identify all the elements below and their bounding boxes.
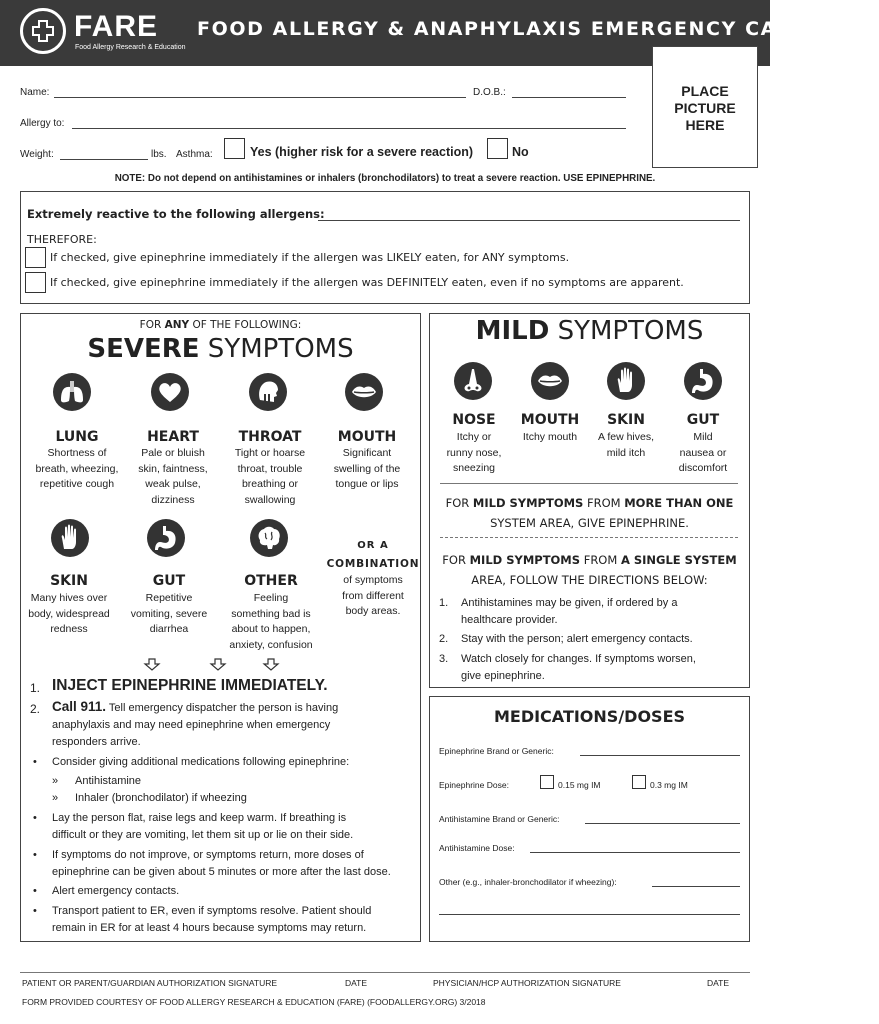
bullet-dot: • <box>33 885 37 897</box>
step2-num: 2. <box>30 702 41 716</box>
stomach-icon <box>146 518 186 563</box>
dose-03-checkbox[interactable] <box>632 775 646 789</box>
bullet-text: Alert emergency contacts. <box>52 885 180 897</box>
physician-signature-line[interactable] <box>429 972 750 973</box>
dose-03-label: 0.3 mg IM <box>650 780 688 790</box>
other-desc: Feeling something bad is about to happen, anxiety, confusion <box>229 592 313 651</box>
patient-signature-label: PATIENT OR PARENT/GUARDIAN AUTHORIZATION SIGNATURE <box>22 978 278 988</box>
nose-label: NOSE <box>452 412 496 428</box>
brain-icon <box>249 518 289 563</box>
patient-signature-line[interactable] <box>20 972 441 973</box>
courtesy-note: FORM PROVIDED COURTESY OF FOOD ALLERGY RESEARCH & EDUCATION (FARE) (FOODALLERGY.ORG) 3/2018 <box>22 997 486 1007</box>
mild-title: MILD SYMPTOMS <box>475 316 704 346</box>
antihistamine-brand-label: Antihistamine Brand or Generic: <box>439 814 560 824</box>
fare-logo-icon <box>20 8 66 54</box>
likely-eaten-checkbox[interactable] <box>25 247 46 268</box>
photo-placeholder[interactable] <box>652 46 758 168</box>
mild-step-num: 1. <box>439 597 449 609</box>
epi-dose-label: Epinephrine Dose: <box>439 780 509 790</box>
bullet-text: Transport patient to ER, even if symptoms resolve. Patient should remain in ER for at least 4 hours because symptoms may return. <box>52 905 372 934</box>
dob-field[interactable] <box>512 97 626 98</box>
hand-icon <box>50 518 90 563</box>
severe-title: SEVERE SYMPTOMS <box>87 334 354 364</box>
mild-skin-desc: A few hives, mild itch <box>597 431 655 459</box>
other-med-field-2[interactable] <box>439 914 740 915</box>
name-label: Name: <box>20 87 50 98</box>
gut-desc: Repetitive vomiting, severe diarrhea <box>130 592 208 635</box>
other-med-field[interactable] <box>652 886 740 887</box>
weight-label: Weight: <box>20 149 54 160</box>
step2-text-cont: anaphylaxis and may need epinephrine when emergency responders arrive. <box>52 719 331 748</box>
sub-bullet-mark: » <box>52 775 59 787</box>
other-label: OTHER <box>244 573 298 589</box>
weight-field[interactable] <box>60 159 148 160</box>
asthma-no-checkbox[interactable] <box>487 138 508 159</box>
mouth-desc: Significant swelling of the tongue or lips <box>333 447 401 490</box>
mild-skin-label: SKIN <box>607 412 645 428</box>
sub-bullet-mark: » <box>52 792 59 804</box>
divider <box>440 483 738 484</box>
antihistamine-dose-label: Antihistamine Dose: <box>439 843 515 853</box>
heart-label: HEART <box>147 429 199 445</box>
lung-icon <box>52 372 92 417</box>
mild-step-text: Stay with the person; alert emergency contacts. <box>461 633 693 645</box>
stomach-icon <box>683 361 723 406</box>
note-text: NOTE: Do not depend on antihistamines or inhalers (bronchodilators) to treat a severe reaction. USE EPINEPHRINE. <box>114 173 656 184</box>
skin-desc: Many hives over body, widespread redness <box>28 592 110 635</box>
name-field[interactable] <box>54 97 466 98</box>
down-arrow-icon <box>209 658 227 676</box>
mild-mouth-label: MOUTH <box>520 412 580 428</box>
sub-bullet-text: Inhaler (bronchodilator) if wheezing <box>75 792 247 804</box>
antihistamine-dose-field[interactable] <box>530 852 740 853</box>
asthma-label: Asthma: <box>176 149 213 160</box>
mild-step-num: 2. <box>439 633 449 645</box>
step1-num: 1. <box>30 681 41 695</box>
skin-label: SKIN <box>50 573 88 589</box>
dose-015-label: 0.15 mg IM <box>558 780 601 790</box>
mouth-icon <box>344 372 384 417</box>
antihistamine-brand-field[interactable] <box>585 823 740 824</box>
nose-desc: Itchy or runny nose, sneezing <box>446 431 502 474</box>
nose-icon <box>453 361 493 406</box>
for-any-label: FOR ANY OF THE FOLLOWING: <box>139 319 302 331</box>
mild-mouth-desc: Itchy mouth <box>522 431 578 443</box>
down-arrow-icon <box>143 658 161 676</box>
mild-gut-label: GUT <box>686 412 720 428</box>
down-arrow-icon <box>262 658 280 676</box>
divider <box>440 537 738 538</box>
bullet-text: If symptoms do not improve, or symptoms return, more doses of epinephrine can be given about 5 minutes or more after the last dose. <box>52 849 391 878</box>
sub-bullet-text: Antihistamine <box>75 775 142 787</box>
dose-015-checkbox[interactable] <box>540 775 554 789</box>
likely-eaten-label: If checked, give epinephrine immediately if the allergen was LIKELY eaten, for ANY symptoms. <box>50 251 570 264</box>
mild-step-text: Watch closely for changes. If symptoms worsen, give epinephrine. <box>461 653 696 682</box>
medications-title: MEDICATIONS/DOSES <box>493 707 686 726</box>
step1-text: INJECT EPINEPHRINE IMMEDIATELY. <box>52 677 328 694</box>
bullet-text: Lay the person flat, raise legs and keep warm. If breathing is difficult or they are vomiting, let them sit up or lie on their side. <box>52 812 354 841</box>
photo-line: PICTURE <box>674 100 736 116</box>
hand-icon <box>606 361 646 406</box>
step2-text: Call 911. Tell emergency dispatcher the person is having <box>52 699 339 714</box>
asthma-yes-label: Yes (higher risk for a severe reaction) <box>250 145 474 159</box>
heart-icon <box>150 372 190 417</box>
page-title: FOOD ALLERGY & ANAPHYLAXIS EMERGENCY CARE PLAN <box>197 18 879 40</box>
lung-desc: Shortness of breath, wheezing, repetitive cough <box>35 447 119 490</box>
other-med-label: Other (e.g., inhaler-bronchodilator if wheezing): <box>439 877 617 887</box>
therefore-label: THEREFORE: <box>27 233 97 246</box>
mild-gut-desc: Mild nausea or discomfort <box>678 431 728 474</box>
allergens-field[interactable] <box>318 220 740 221</box>
throat-label: THROAT <box>238 429 302 445</box>
photo-line: PLACE <box>681 83 729 99</box>
epi-brand-field[interactable] <box>580 755 740 756</box>
patient-date-label: DATE <box>345 978 368 988</box>
asthma-yes-checkbox[interactable] <box>224 138 245 159</box>
gut-label: GUT <box>152 573 186 589</box>
mouth-icon <box>530 361 570 406</box>
bullet-dot: • <box>33 849 37 861</box>
lung-label: LUNG <box>55 429 99 445</box>
logo-subtitle: Food Allergy Research & Education <box>75 44 186 51</box>
combination-note: OR A COMBINATION of symptoms from different body areas. <box>326 540 420 617</box>
allergy-field[interactable] <box>72 128 626 129</box>
mild-step-text: Antihistamines may be given, if ordered by a healthcare provider. <box>461 597 678 626</box>
allergens-heading: Extremely reactive to the following allergens: <box>27 207 325 221</box>
bullet-dot: • <box>33 756 37 768</box>
bullet-dot: • <box>33 812 37 824</box>
bullet-dot: • <box>33 905 37 917</box>
single-system-note: FOR MILD SYMPTOMS FROM A SINGLE SYSTEM AREA, FOLLOW THE DIRECTIONS BELOW: <box>442 553 737 587</box>
bullet-text: Consider giving additional medications following epinephrine: <box>52 756 350 768</box>
mild-step-num: 3. <box>439 653 449 665</box>
photo-line: HERE <box>685 117 725 133</box>
dob-label: D.O.B.: <box>473 87 506 98</box>
throat-desc: Tight or hoarse throat, trouble breathing or swallowing <box>234 447 306 506</box>
definitely-eaten-checkbox[interactable] <box>25 272 46 293</box>
epi-brand-label: Epinephrine Brand or Generic: <box>439 746 554 756</box>
more-than-one-note: FOR MILD SYMPTOMS FROM MORE THAN ONE SYSTEM AREA, GIVE EPINEPHRINE. <box>445 496 734 530</box>
physician-signature-label: PHYSICIAN/HCP AUTHORIZATION SIGNATURE <box>433 978 621 988</box>
throat-icon <box>248 372 288 417</box>
allergy-label: Allergy to: <box>20 118 65 129</box>
heart-desc: Pale or bluish skin, faintness, weak pulse, dizziness <box>138 447 208 506</box>
physician-date-label: DATE <box>707 978 730 988</box>
logo-name: FARE <box>74 10 159 43</box>
lbs-label: lbs. <box>151 149 167 160</box>
asthma-no-label: No <box>512 145 529 159</box>
mouth-label: MOUTH <box>337 429 397 445</box>
definitely-eaten-label: If checked, give epinephrine immediately if the allergen was DEFINITELY eaten, even if no symptoms are apparent. <box>50 276 684 289</box>
